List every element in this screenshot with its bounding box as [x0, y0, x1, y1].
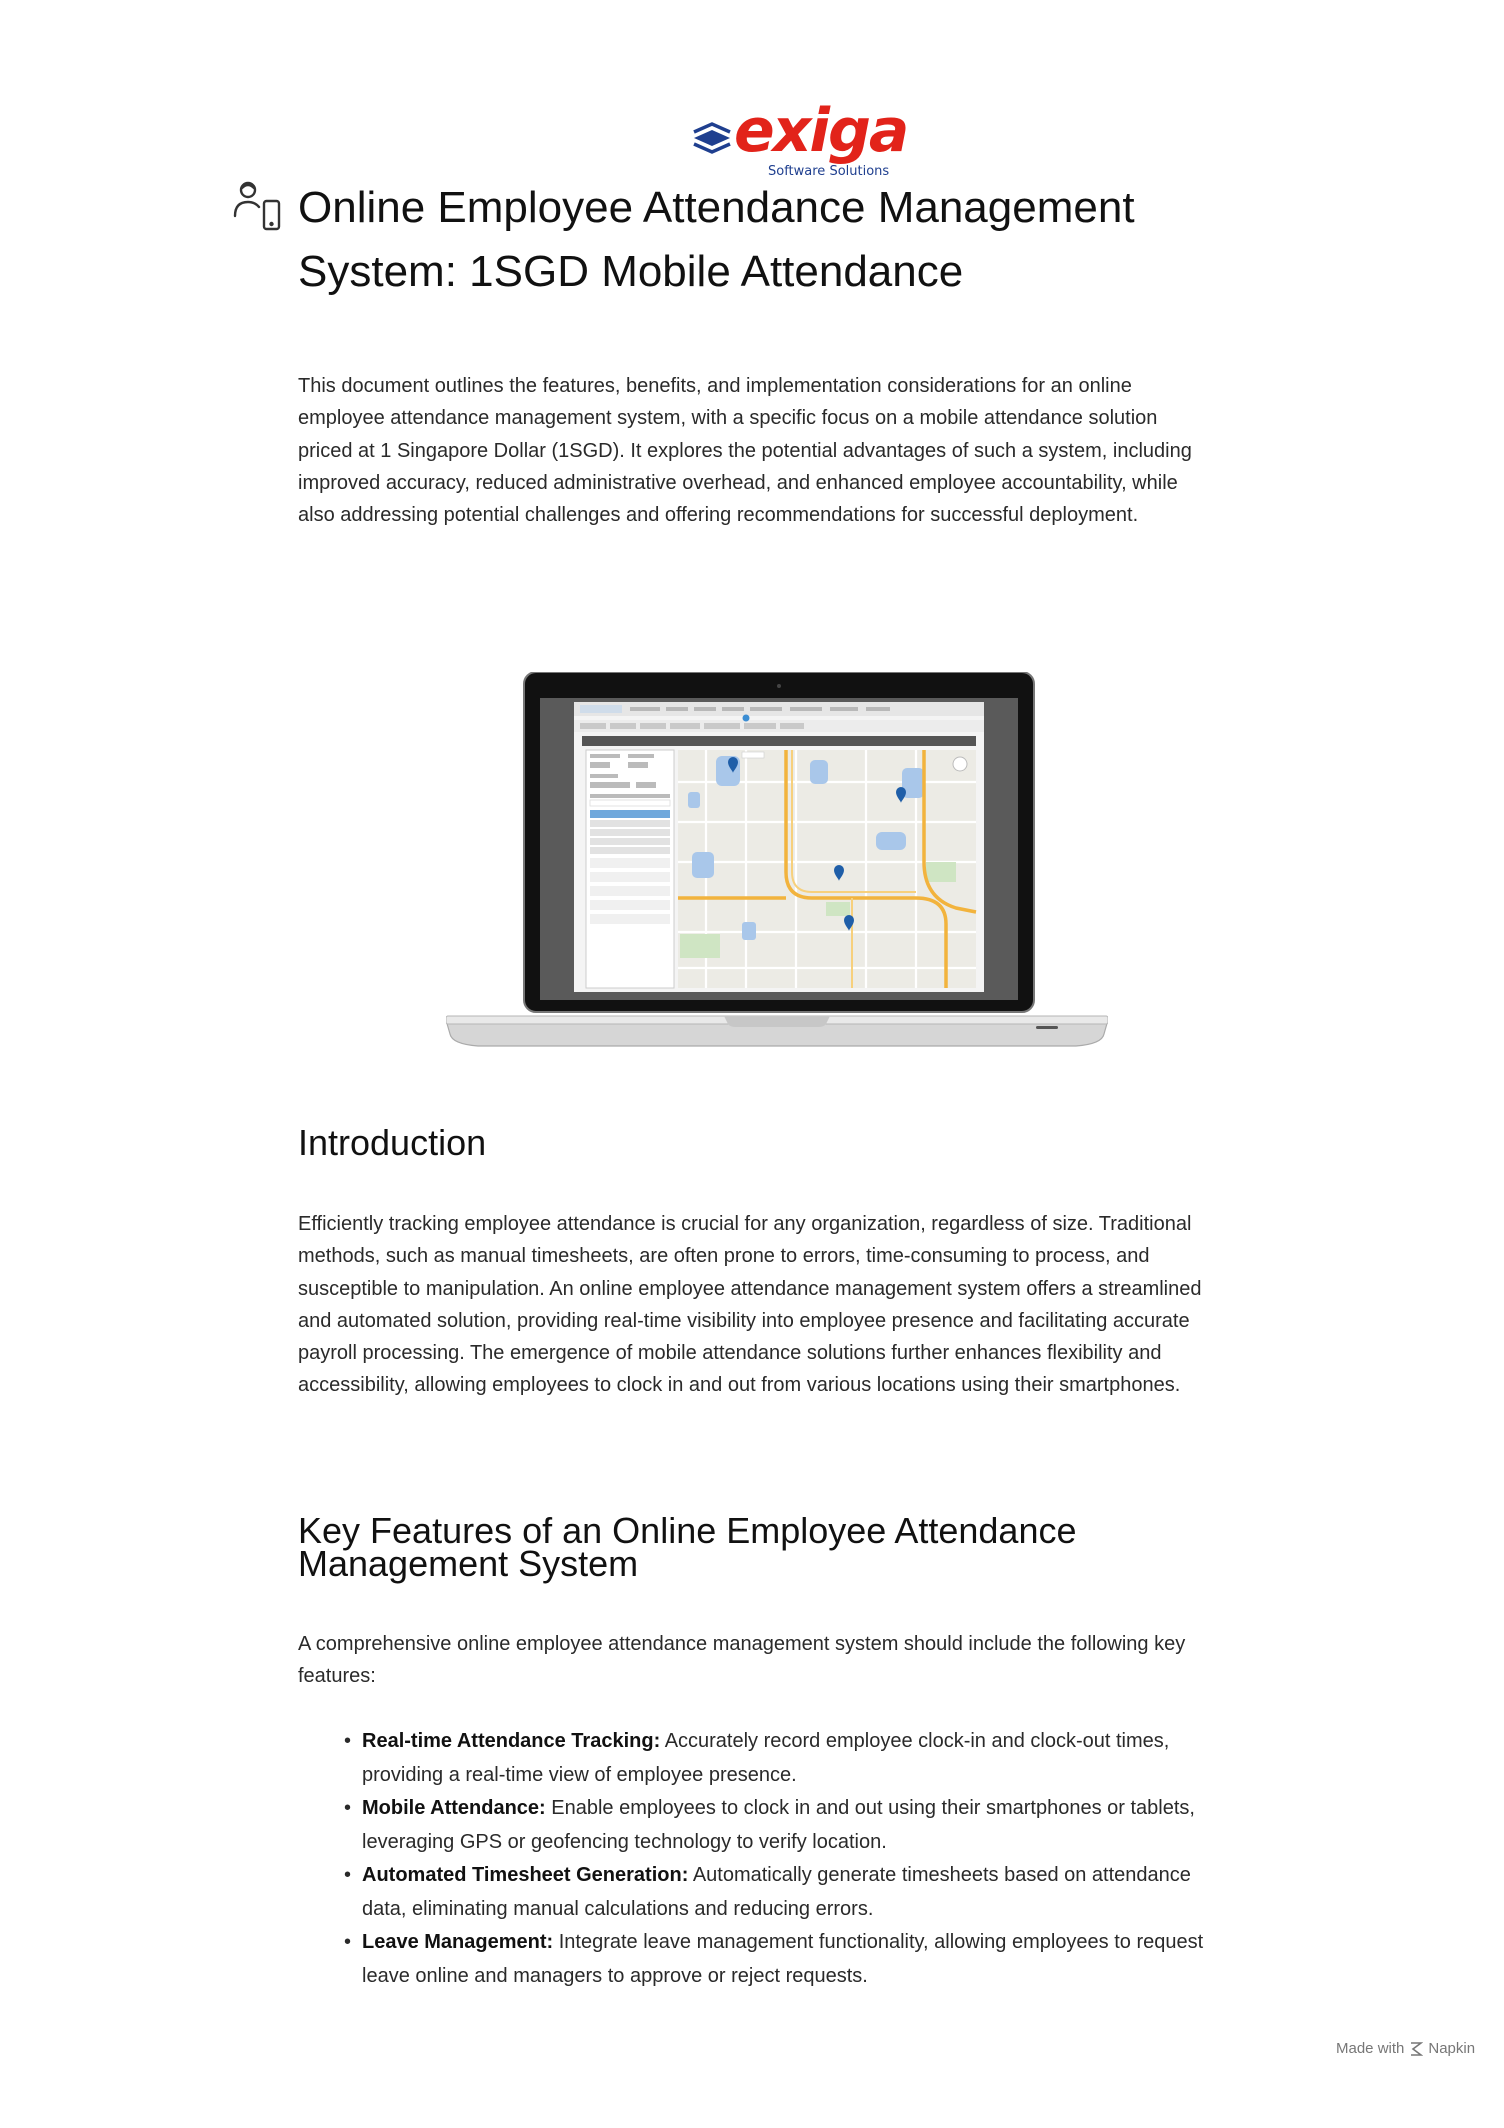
napkin-logo-icon — [1409, 2041, 1423, 2057]
introduction-body: Efficiently tracking employee attendance is crucial for any organization, regardless of size. Traditional methods, such as manual timesheets, are often prone to errors, time-consuming to process, and susceptible to manipulation. An online employee attendance management system offers a streamlined and automated solution, providing real-time visibility into employee presence and facilitating accurate payroll processing. The emergence of mobile attendance solutions further enhances flexibility and accessibility, allowing employees to clock in and out from various locations using their smartphones. — [298, 1213, 1202, 1397]
page-title: Online Employee Attendance Management System: 1SGD Mobile Attendance — [298, 183, 1135, 296]
feature-term: Automated Timesheet Generation: — [362, 1864, 689, 1886]
feature-term: Leave Management: — [362, 1931, 554, 1953]
introduction-heading: Introduction — [298, 1122, 487, 1163]
feature-description: Automatically generate timesheets based on attendance data, eliminating manual calculations and reducing errors. — [362, 1864, 1191, 1920]
key-features-heading: Key Features of an Online Employee Attendance Management System — [298, 1510, 1077, 1584]
document-summary: This document outlines the features, benefits, and implementation considerations for an online employee attendance management system, with a specific focus on a mobile attendance solution priced at 1 Singapore Dollar (1SGD). It explores the potential advantages of such a system, including improved accuracy, reduced administrative overhead, and enhanced employee accountability, while also addressing potential challenges and offering recommendations for successful deployment. — [298, 375, 1192, 527]
logo-wordmark: exiga — [734, 96, 908, 166]
list-item: • Real-time Attendance Tracking: Accurately record employee clock-in and clock-out times, providing a real-time view of employee presence. — [344, 1730, 1170, 1786]
laptop-map-screenshot — [446, 672, 1108, 1054]
stacked-layers-icon — [690, 118, 734, 158]
list-item: • Leave Management: Integrate leave management functionality, allowing employees to request leave online and managers to approve or reject requests. — [344, 1931, 1204, 1987]
napkin-label: Napkin — [1428, 2040, 1476, 2057]
list-item: • Automated Timesheet Generation: Automatically generate timesheets based on attendance data, eliminating manual calculations and reducing errors. — [344, 1864, 1191, 1920]
company-logo — [690, 96, 908, 182]
made-with-label: Made with — [1336, 2040, 1405, 2057]
person-phone-icon — [233, 180, 287, 234]
feature-description: Enable employees to clock in and out using their smartphones or tablets, leveraging GPS or geofencing technology to verify location. — [362, 1797, 1195, 1853]
feature-list — [298, 1725, 1218, 1993]
feature-term: Real-time Attendance Tracking: — [362, 1730, 661, 1752]
feature-description: Accurately record employee clock-in and clock-out times, providing a real-time view of employee presence. — [362, 1730, 1170, 1786]
logo-tagline: Software Solutions — [768, 164, 890, 179]
feature-term: Mobile Attendance: — [362, 1797, 546, 1819]
made-with-napkin-badge[interactable] — [1336, 2040, 1475, 2057]
list-item: • Mobile Attendance: Enable employees to clock in and out using their smartphones or tablets, leveraging GPS or geofencing technology to verify location. — [344, 1797, 1195, 1853]
feature-description: Integrate leave management functionality, allowing employees to request leave online and managers to approve or reject requests. — [362, 1931, 1204, 1987]
key-features-lead: A comprehensive online employee attendance management system should include the following key features: — [298, 1633, 1186, 1688]
